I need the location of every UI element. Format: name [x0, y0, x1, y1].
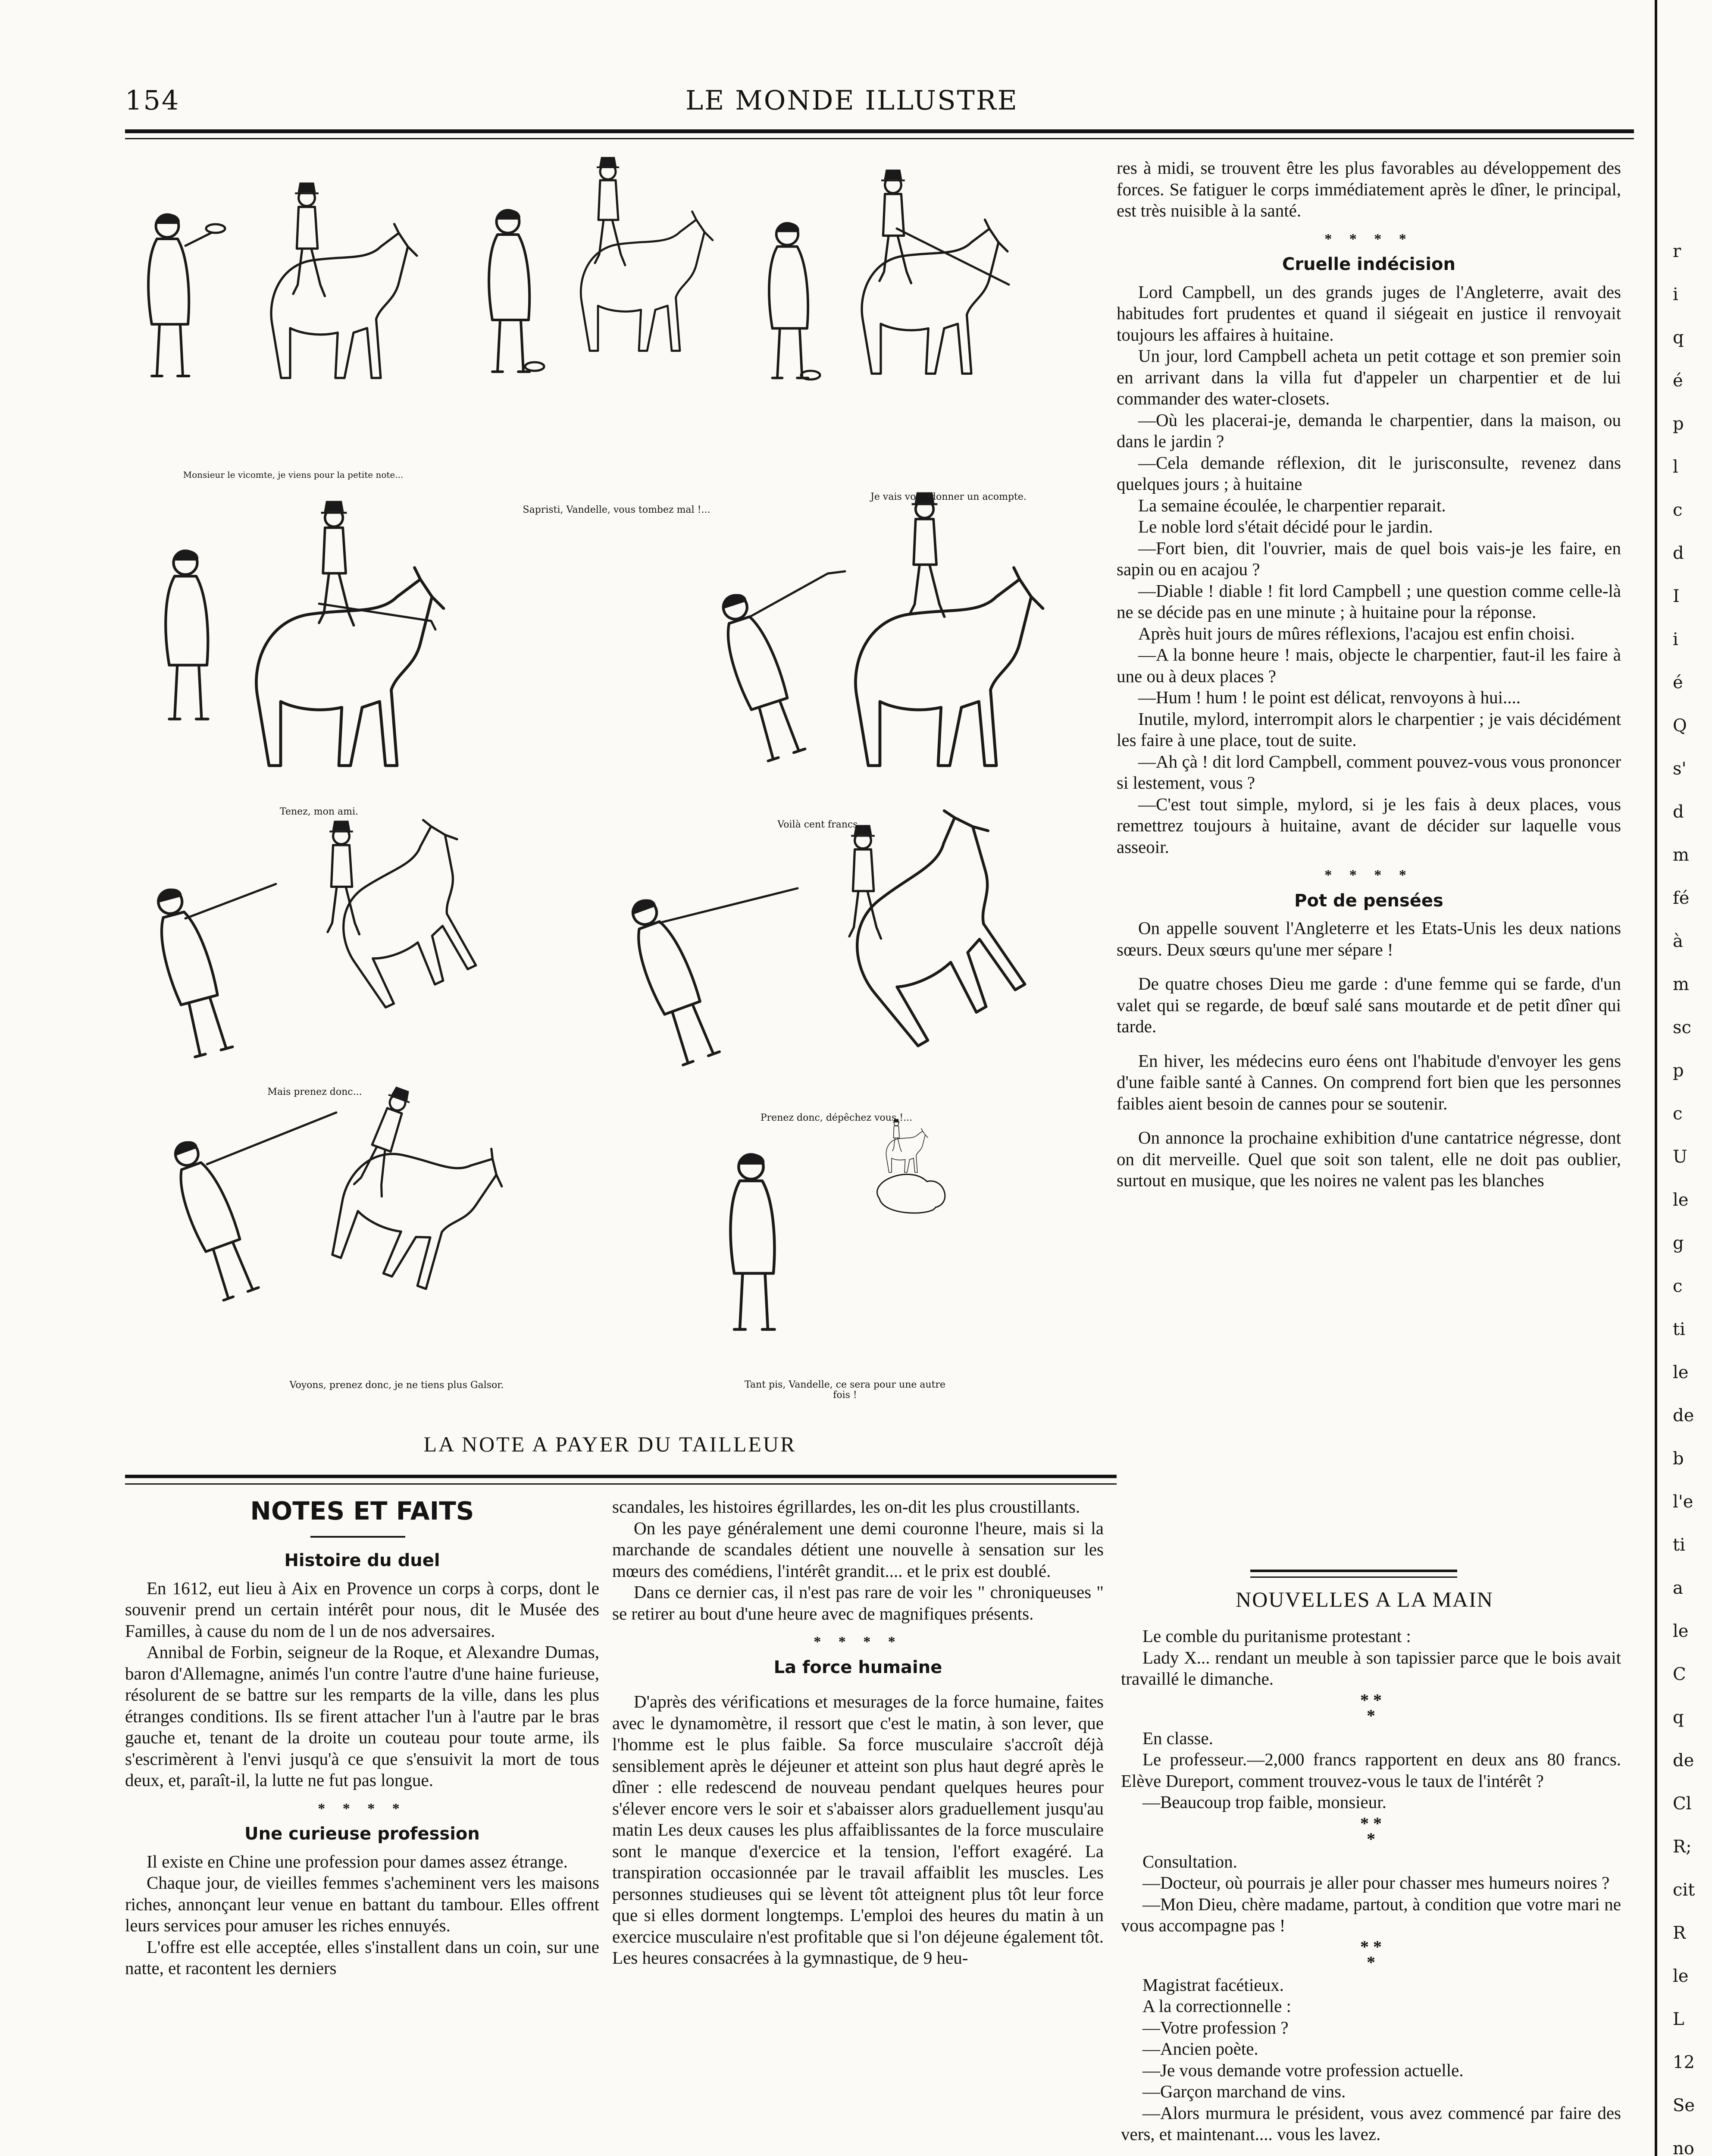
nouvelles-line: Magistrat facétieux. [1142, 1974, 1284, 1995]
nouvelles-line: Consultation. [1142, 1851, 1237, 1871]
middle-paragraph: scandales, les histoires égrillardes, les on-dit les plus croustillants. [612, 1497, 1080, 1517]
cruelle-paragraph: —Où les placerai-je, demanda le charpentier, dans la maison, ou dans le jardin ? [1117, 410, 1621, 451]
caption-panel-1: Monsieur le vicomte, je viens pour la petite note... [183, 470, 404, 480]
edge-letter: R; [1673, 1837, 1692, 1857]
edge-letter: Q [1673, 716, 1687, 736]
profession-body [125, 1851, 599, 1979]
edge-letter: U [1673, 1147, 1687, 1167]
section-rule-thick [125, 1475, 1117, 1478]
nouvelles-line: Le comble du puritanisme protestant : [1142, 1626, 1411, 1646]
edge-letter: C [1673, 1664, 1686, 1684]
edge-letter: m [1673, 975, 1689, 994]
pot-paragraph: En hiver, les médecins euro éens ont l'habitude d'envoyer les gens d'une faible santé à Cannes. On comprend fort bien que les personnes faibles aient besoin de cannes pour se soutenir. [1117, 1050, 1621, 1113]
nouvelles-line: —Alors murmura le président, vous avez commencé par faire des vers, et maintenant.... vous les lavez. [1121, 2103, 1621, 2144]
nouvelles-line: En classe. [1142, 1728, 1213, 1748]
pot-body [1117, 918, 1621, 1191]
edge-letter: é [1673, 371, 1683, 391]
separator-stars: * * * * [814, 1634, 902, 1650]
edge-letter: d [1673, 543, 1684, 563]
cruelle-paragraph: Après huit jours de mûres réflexions, l'acajou est enfin choisi. [1138, 623, 1575, 643]
edge-letter: c [1673, 1276, 1683, 1296]
pot-title: Pot de pensées [1294, 890, 1443, 911]
caption-panel-5: Voilà cent francs. [777, 819, 861, 830]
cruelle-paragraph: Lord Campbell, un des grands juges de l'Angleterre, avait des habitudes fort prudentes et quand il siégeait en justice il renvoyait toujours les affaires à huitaine. [1117, 282, 1621, 345]
duel-body [125, 1578, 599, 1791]
panel-4-drawing [166, 501, 444, 766]
nouvelles-line: A la correctionnelle : [1142, 1996, 1291, 2016]
pot-paragraph: On annonce la prochaine exhibition d'une cantatrice négresse, dont on dit merveille. Quel que soit son talent, elle ne doit pas oublier, surtout en musique, que les noires ne valent pas les blanches [1117, 1128, 1621, 1190]
middle-paragraph: On les paye généralement une demi couronne l'heure, mais si la marchande de scandales détient une nouvelle à sensation sur les mœurs des comédiens, l'intérêt grandit.... et le prix est doublé. [612, 1518, 1104, 1581]
caption-panel-9: Tant pis, Vandelle, ce sera pour une autre fois ! [744, 1379, 946, 1401]
separator-stars: * * * * [318, 1800, 407, 1817]
asterism: * * * [1360, 1813, 1382, 1849]
profession-paragraph: L'offre est elle acceptée, elles s'installent dans un coin, sur une natte, et racontent les derniers [125, 1937, 599, 1978]
nouvelles-line: —Mon Dieu, chère madame, partout, à condition que votre mari ne vous accompagne pas ! [1121, 1894, 1621, 1935]
edge-letter: l [1673, 457, 1678, 477]
edge-letter: d [1673, 802, 1684, 822]
panel-7-drawing [622, 797, 1064, 1066]
header-rule-thick [125, 129, 1634, 133]
edge-letter: cit [1673, 1880, 1695, 1900]
middle-body [612, 1496, 1104, 1624]
notes-column [125, 1546, 599, 1979]
nouvelles-line: —Votre profession ? [1142, 2017, 1289, 2037]
edge-letter: L [1673, 2009, 1684, 2029]
edge-letter: le [1673, 1190, 1689, 1210]
cruelle-body [1117, 282, 1621, 858]
nouvelles-title: NOUVELLES A LA MAIN [1236, 1587, 1493, 1611]
notes-et-faits-title: NOTES ET FAITS [250, 1496, 474, 1526]
cruelle-title: Cruelle indécision [1282, 254, 1455, 274]
cruelle-paragraph: —Ah çà ! dit lord Campbell, comment pouvez-vous vous prononcer si lestement, vous ? [1117, 751, 1621, 793]
caption-panel-7: Prenez donc, dépêchez vous !... [760, 1112, 913, 1123]
header-rule-thin [125, 138, 1634, 139]
pot-paragraph: On appelle souvent l'Angleterre et les Etats-Unis les deux nations sœurs. Deux sœurs qu'une mer sépare ! [1117, 918, 1621, 959]
edge-letter: no [1673, 2139, 1694, 2156]
caption-panel-4: Tenez, mon ami. [279, 806, 359, 817]
duel-title: Histoire du duel [284, 1551, 440, 1570]
asterism: * * * [1360, 1937, 1382, 1972]
cruelle-paragraph: Inutile, mylord, interrompit alors le charpentier ; je vais décidément les faire à une place, tout de suite. [1117, 708, 1621, 750]
journal-title: LE MONDE ILLUSTRE [685, 85, 1018, 116]
panel-2-drawing [489, 157, 713, 372]
edge-letter: R [1673, 1923, 1686, 1943]
panel-6-drawing [148, 811, 509, 1058]
asterism: * * * [1360, 1690, 1382, 1725]
nouvelles-line: —Beaucoup trop faible, monsieur. [1142, 1792, 1387, 1812]
edge-letter: ti [1673, 1319, 1685, 1339]
intro-paragraph: res à midi, se trouvent être les plus favorables au développement des forces. Se fatiguer le corps immédiatement après le dîner, le principal, est très nuisible à la santé. [1117, 158, 1621, 220]
edge-letter: I [1673, 586, 1680, 606]
right-top-column [1117, 157, 1621, 1204]
panel-1-drawing [148, 182, 417, 378]
edge-letter: Se [1673, 2096, 1695, 2115]
edge-letter: c [1673, 1104, 1683, 1124]
duel-paragraph: En 1612, eut lieu à Aix en Provence un corps à corps, dont le souvenir prend un certain intérêt pour nous, dit le Musée des Familles, à cause du nom de l un de nos adversaires. [125, 1578, 599, 1641]
cruelle-paragraph: —Diable ! diable ! fit lord Campbell ; une question comme celle-là ne se décide pas en une minute ; à huitaine pour la réponse. [1117, 580, 1621, 622]
edge-letter: l'e [1673, 1492, 1693, 1512]
edge-letter: p [1673, 1061, 1684, 1081]
edge-letter: Cl [1673, 1794, 1692, 1814]
edge-letter: le [1673, 1621, 1689, 1641]
edge-letter: q [1673, 1708, 1684, 1727]
nouvelles-column [1121, 1626, 1621, 2145]
edge-letter: ti [1673, 1535, 1685, 1555]
illustration-title: LA NOTE A PAYER DU TAILLEUR [423, 1432, 797, 1456]
nouvelles-line: —Je vous demande votre profession actuelle. [1142, 2060, 1464, 2080]
caption-panel-2: Sapristi, Vandelle, vous tombez mal !... [523, 505, 710, 515]
cruelle-paragraph: —Hum ! hum ! le point est délicat, renvoyons à hui.... [1138, 687, 1521, 707]
caption-panel-6: Mais prenez donc... [267, 1087, 362, 1097]
nouvelles-line: Le professeur.—2,000 francs rapportent en deux ans 80 francs. Elève Dureport, comment trouvez-vous le taux de l'intérêt ? [1121, 1749, 1621, 1791]
nouvelles-line: Lady X... rendant un meuble à son tapissier parce que le bois avait travaillé le dimanche. [1121, 1647, 1621, 1689]
profession-paragraph: Il existe en Chine une profession pour dames assez étrange. [147, 1851, 568, 1871]
illustration-panels [129, 147, 1108, 1350]
caption-panel-3: Je vais vous donner un acompte. [870, 492, 1027, 502]
cruelle-paragraph: —C'est tout simple, mylord, si je les fais à deux places, vous remettrez toujours à huitaine, avant de décider sur laquelle vous asseoir. [1117, 794, 1621, 857]
cruelle-paragraph: —Cela demande réflexion, dit le jurisconsulte, revenez dans quelques jours ; à huitaine [1117, 452, 1621, 494]
separator-stars: * * * * [1324, 231, 1413, 247]
edge-letter: q [1673, 328, 1684, 348]
edge-letter: c [1673, 500, 1683, 520]
edge-letter: le [1673, 1363, 1689, 1382]
nouvelles-rule-thick [1250, 1570, 1457, 1572]
edge-letter: i [1673, 630, 1678, 649]
edge-letter: s' [1673, 759, 1687, 779]
nouvelles-line: —Docteur, où pourrais je aller pour chasser mes humeurs noires ? [1142, 1873, 1610, 1893]
middle-paragraph: Dans ce dernier cas, il n'est pas rare de voir les " chroniqueuses " se retirer au bout d'une heure avec de magnifiques présents. [612, 1582, 1104, 1623]
section-rule-thin [125, 1483, 1117, 1485]
cruelle-paragraph: —Fort bien, dit l'ouvrier, mais de quel bois vais-je les faire, en sapin ou en acajou ? [1117, 538, 1621, 579]
edge-letter: m [1673, 845, 1689, 865]
profession-paragraph: Chaque jour, de vieilles femmes s'acheminent vers les maisons riches, annonçant leur venue en battant du tambour. Elles offrent leurs services pour amuser les riches ennuyés. [125, 1873, 599, 1935]
panel-9-drawing [730, 1119, 945, 1329]
caption-panel-8: Voyons, prenez donc, je ne tiens plus Galsor. [289, 1380, 504, 1391]
panel-5-drawing [713, 492, 1043, 766]
page-edge-line [1655, 0, 1657, 2156]
nouvelles-line: —Garçon marchand de vins. [1142, 2081, 1346, 2101]
pot-paragraph: De quatre choses Dieu me garde : d'une femme qui se farde, d'un valet qui se regarde, de bœuf salé sans moutarde et de petit dîner qui tarde. [1117, 974, 1621, 1036]
cruelle-paragraph: Le noble lord s'était décidé pour le jardin. [1138, 517, 1433, 536]
edge-letter: é [1673, 673, 1683, 693]
nouvelles-body [1121, 1626, 1621, 2145]
edge-letter: de [1673, 1751, 1694, 1771]
edge-letter: sc [1673, 1018, 1691, 1037]
page-number: 154 [125, 85, 180, 116]
edge-letter: r [1673, 241, 1681, 261]
notes-rule [310, 1536, 405, 1538]
cruelle-paragraph: —A la bonne heure ! mais, objecte le charpentier, faut-il les faire à une ou à deux places ? [1117, 645, 1621, 686]
profession-title: Une curieuse profession [244, 1824, 480, 1844]
edge-letter: de [1673, 1406, 1694, 1426]
edge-letter: a [1673, 1578, 1683, 1598]
force-title: La force humaine [773, 1657, 942, 1677]
edge-letter: b [1673, 1449, 1684, 1469]
panel-3-drawing [769, 169, 1009, 379]
edge-letter: le [1673, 1966, 1689, 1986]
edge-letter: p [1673, 414, 1684, 434]
edge-letter: g [1673, 1233, 1684, 1253]
edge-letter: à [1673, 931, 1683, 951]
nouvelles-line: —Ancien poète. [1142, 2039, 1258, 2059]
cruelle-paragraph: Un jour, lord Campbell acheta un petit cottage et son premier soin en arrivant dans la villa fut d'appeler un charpentier et de lui commander des water-closets. [1117, 346, 1621, 408]
edge-letter: 12 [1673, 2053, 1695, 2072]
panel-8-drawing [165, 1084, 513, 1301]
middle-column [612, 1496, 1104, 1969]
edge-letter: i [1673, 285, 1678, 304]
edge-letter: fé [1673, 888, 1690, 908]
duel-paragraph: Annibal de Forbin, seigneur de la Roque, et Alexandre Dumas, baron d'Allemagne, animés l'un contre l'autre d'une haine furieuse, résolurent de se battre sur les remparts de la ville, dans les plus étranges conditions. Ils se firent attacher l'un à l'autre par le bras gauche et, tenant de la droite un couteau pour toute arme, ils s'escrimèrent à l'envi jusqu'à ce que s'ensuivit la mort de tous deux, et, paraît-il, la lutte ne fut pas longue. [125, 1642, 599, 1790]
separator-stars: * * * * [1324, 867, 1413, 883]
force-paragraph: D'après des vérifications et mesurages de la force humaine, faites avec le dynamomètre, il ressort que c'est le matin, à son lever, que l'homme est le plus faible. Sa force musculaire s'accroît déjà sensiblement après le déjeuner et atteint son plus haut degré après le dîner : elle redescend de nouveau pendant quelques heures pour s'élever encore vers le soir et s'abaisser alors graduellement jusqu'au matin Les deux causes les plus affaiblissantes de la force musculaire sont le manque d'exercice et la tension, l'effort exagéré. La transpiration occasionnée par le travail affaiblit les muscles. Les personnes studieuses qui se lèvent tôt atteignent plus tôt leur force que si elles dorment longtemps. L'emploi des heures du matin à un exercice musculaire n'est profitable que si l'on déjeune également tôt. Les heures consacrées à la gymnastique, de 9 heu- [612, 1692, 1104, 1968]
cruelle-paragraph: La semaine écoulée, le charpentier reparait. [1138, 495, 1446, 515]
nouvelles-rule-thin [1250, 1576, 1457, 1578]
